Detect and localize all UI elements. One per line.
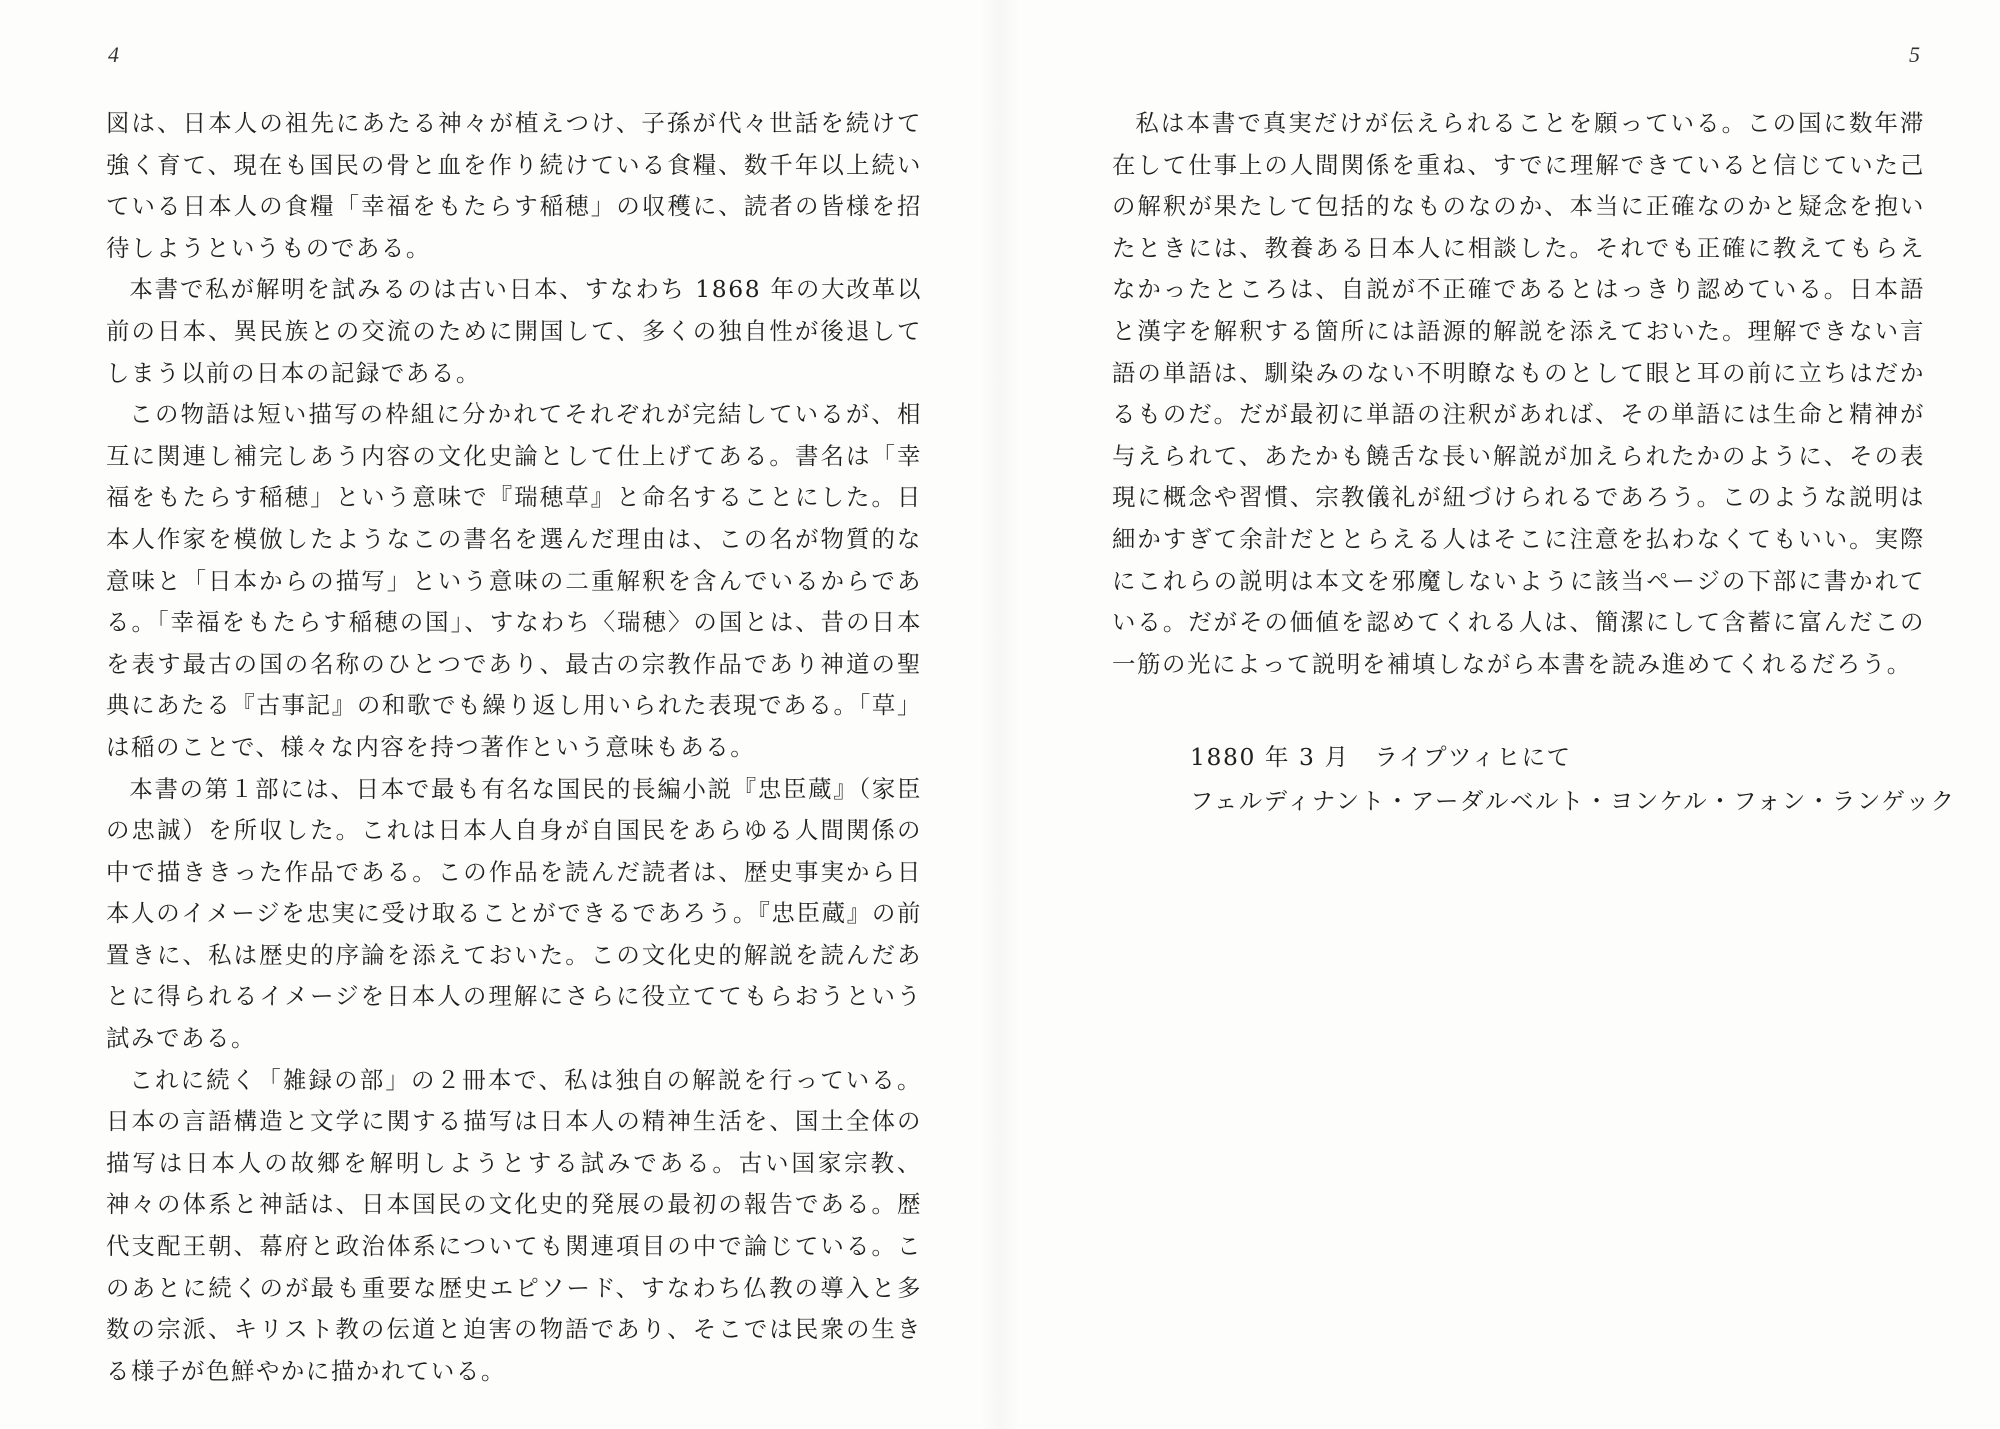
- paragraph: この物語は短い描写の枠組に分かれてそれぞれが完結しているが、相互に関連し補完しあう内容の文化史論として仕上げてある。書名は「幸福をもたらす稲穂」という意味で『瑞穂草』と命名することにした。日本人作家を模倣したようなこの書名を選んだ理由は、この名が物質的な意味と「日本からの描写」という意味の二重解釈を含んでいるからである。「幸福をもたらす稲穂の国」、すなわち〈瑞穂〉の国とは、昔の日本を表す最古の国の名称のひとつであり、最古の宗教作品であり神道の聖典にあたる『古事記』の和歌でも繰り返し用いられた表現である。「草」は稲のことで、様々な内容を持つ著作という意味もある。: [106, 400, 922, 761]
- signature-author: フェルディナント・アーダルベルト・ヨンケル・フォン・ランゲック: [1190, 787, 1956, 815]
- page-number-left: 4: [108, 42, 119, 67]
- paragraph: 本書の第１部には、日本で最も有名な国民的長編小説『忠臣蔵』（家臣の忠誠）を所収した。これは日本人自身が自国民をあらゆる人間関係の中で描ききった作品である。この作品を読んだ読者は、歴史事実から日本人のイメージを忠実に受け取ることができるであろう。『忠臣蔵』の前置きに、私は歴史的序論を添えておいた。この文化史的解説を読んだあとに得られるイメージを日本人の理解にさらに役立ててもらおうという試みである。: [106, 774, 922, 1053]
- right-page-body: [1112, 103, 1925, 685]
- left-page-body: [106, 103, 922, 1392]
- signature-block: [1190, 735, 1956, 823]
- paragraph: 私は本書で真実だけが伝えられることを願っている。この国に数年滞在して仕事上の人間関係を重ね、すでに理解できていると信じていた己の解釈が果たして包括的なものなのか、本当に正確なのかと疑念を抱いたときには、教養ある日本人に相談した。それでも正確に教えてもらえなかったところは、自説が不正確であるとはっきり認めている。日本語と漢字を解釈する箇所には語源的解説を添えておいた。理解できない言語の単語は、馴染みのない不明瞭なものとして眼と耳の前に立ちはだかるものだ。だが最初に単語の注釈があれば、その単語には生命と精神が与えられて、あたかも饒舌な長い解説が加えられたかのように、その表現に概念や習慣、宗教儀礼が紐づけられるであろう。このような説明は細かすぎて余計だととらえる人はそこに注意を払わなくてもいい。実際にこれらの説明は本文を邪魔しないように該当ページの下部に書かれている。だがその価値を認めてくれる人は、簡潔にして含蓄に富んだこの一筋の光によって説明を補填しながら本書を読み進めてくれるだろう。: [1112, 109, 1925, 678]
- paragraph: 本書で私が解明を試みるのは古い日本、すなわち 1868 年の大改革以前の日本、異民族との交流のために開国して、多くの独自性が後退してしまう以前の日本の記録である。: [106, 275, 922, 387]
- paragraph: 図は、日本人の祖先にあたる神々が植えつけ、子孫が代々世話を続けて強く育て、現在も国民の骨と血を作り続けている食糧、数千年以上続いている日本人の食糧「幸福をもたらす稲穂」の収穫に、読者の皆様を招待しようというものである。: [106, 109, 922, 262]
- paragraph: これに続く「雑録の部」の２冊本で、私は独自の解説を行っている。日本の言語構造と文学に関する描写は日本人の精神生活を、国土全体の描写は日本人の故郷を解明しようとする試みである。古い国家宗教、神々の体系と神話は、日本国民の文化史的発展の最初の報告である。歴代支配王朝、幕府と政治体系についても関連項目の中で論じている。このあとに続くのが最も重要な歴史エピソード、すなわち仏教の導入と多数の宗派、キリスト教の伝道と迫害の物語であり、そこでは民衆の生きる様子が色鮮やかに描かれている。: [106, 1065, 922, 1385]
- right-page: [1000, 0, 2000, 1429]
- signature-date-place: 1880 年 3 月 ライプツィヒにて: [1190, 743, 1572, 771]
- page-number-right: 5: [1909, 42, 1920, 67]
